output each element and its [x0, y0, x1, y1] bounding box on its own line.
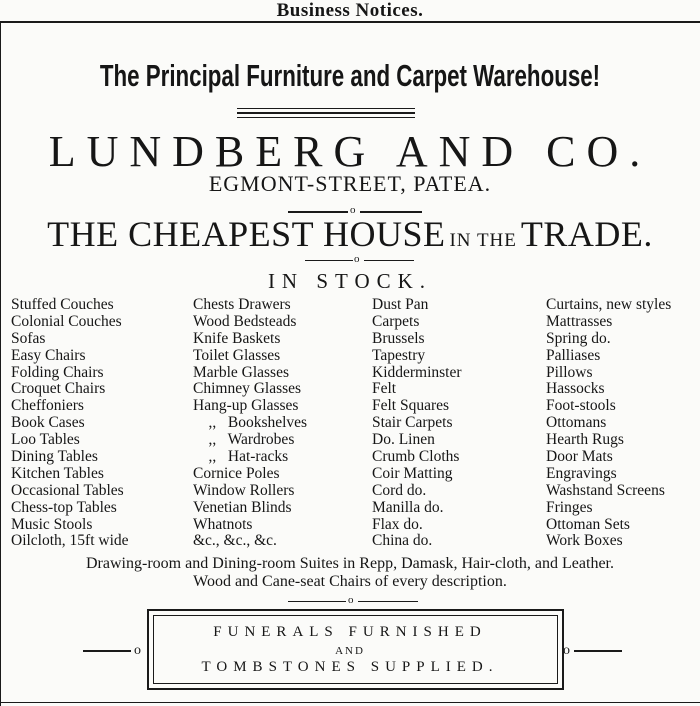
ornament-line-left: [288, 601, 346, 602]
stock-item: Ottomans: [546, 414, 607, 432]
stock-item: Cheffoniers: [11, 397, 84, 415]
ornament-circle: o: [563, 643, 570, 658]
ornament-circle: o: [350, 204, 356, 216]
stock-item: Coir Matting: [372, 464, 453, 482]
stock-item: Curtains, new styles: [546, 296, 672, 313]
stock-item: China do.: [372, 532, 433, 550]
stock-item: Loo Tables: [11, 431, 80, 449]
stock-item: Washstand Screens: [546, 481, 665, 499]
stock-item: Mattrasses: [546, 312, 613, 330]
stock-item: Oilcloth, 15ft wide: [11, 532, 129, 550]
stock-item: Occasional Tables: [11, 481, 124, 499]
and-text: AND: [335, 645, 365, 657]
title-rule-2: [237, 112, 415, 114]
stock-item: Carpets: [372, 312, 420, 330]
stock-item: Do. Linen: [372, 431, 435, 449]
top-rule: [0, 21, 700, 23]
stock-item: Folding Chairs: [11, 363, 104, 381]
stock-item: Sofas: [11, 329, 46, 347]
stock-item: Dining Tables: [11, 448, 98, 466]
company-address: EGMONT-STREET, PATEA.: [208, 171, 492, 196]
stock-column-4: [546, 297, 671, 550]
stock-item: Dust Pan: [372, 296, 429, 313]
left-border: [0, 21, 1, 706]
ornament-circle: o: [134, 643, 141, 658]
ornament-line-left: [305, 260, 353, 261]
stock-item: Work Boxes: [546, 532, 623, 550]
stock-item: Felt: [372, 380, 397, 398]
stock-item: &c., &c., &c.: [193, 532, 277, 550]
stock-item: Music Stools: [11, 515, 93, 533]
stock-item: Kitchen Tables: [11, 464, 104, 482]
stock-item: Venetian Blinds: [193, 498, 292, 516]
suites-line: Drawing-room and Dining-room Suites in Repp, Damask, Hair-cloth, and Leather.: [86, 555, 614, 572]
stock-item: Knife Baskets: [193, 329, 281, 347]
stock-item: Cornice Poles: [193, 464, 280, 482]
ornament-circle: o: [354, 253, 360, 265]
section-header: Business Notices.: [276, 0, 424, 21]
stock-item: Tapestry: [372, 346, 426, 364]
ornament-circle: o: [348, 594, 354, 606]
wood-chairs-line: Wood and Cane-seat Chairs of every description.: [193, 573, 507, 590]
stock-column-1: [11, 297, 129, 550]
stock-item: Window Rollers: [193, 481, 295, 499]
in-stock-heading: IN STOCK.: [267, 269, 433, 293]
stock-item: Spring do.: [546, 329, 611, 347]
stock-item: Toilet Glasses: [193, 346, 281, 364]
in-the-text: IN THE: [449, 230, 517, 251]
stock-item: Marble Glasses: [193, 363, 289, 381]
stock-item: Book Cases: [11, 414, 85, 432]
stock-item: Hassocks: [546, 380, 605, 398]
stock-item: Cord do.: [372, 481, 427, 499]
title-rule-3: [237, 117, 415, 118]
ornament-line-right: [358, 601, 418, 602]
stock-item: Flax do.: [372, 515, 423, 533]
advert-title: The Principal Furniture and Carpet Warehouse!: [99, 58, 601, 93]
stock-item: Stuffed Couches: [11, 296, 114, 313]
stock-item: Hearth Rugs: [546, 431, 624, 449]
stock-item: Door Mats: [546, 448, 613, 466]
stock-item: Engravings: [546, 464, 617, 482]
stock-column-3: [372, 297, 462, 550]
cheapest-house-line: [0, 213, 700, 255]
stock-item: Ottoman Sets: [546, 515, 630, 533]
stock-item: ,, Wardrobes: [193, 431, 295, 449]
stock-item: Hang-up Glasses: [193, 397, 299, 415]
stock-item: Palliases: [546, 346, 601, 364]
stock-item: ,, Hat-racks: [193, 448, 289, 466]
stock-item: Croquet Chairs: [11, 380, 106, 398]
stock-item: Pillows: [546, 363, 593, 381]
cheapest-house-text: THE CHEAPEST HOUSE: [47, 214, 446, 254]
stock-item: Crumb Cloths: [372, 448, 460, 466]
stock-item: Foot-stools: [546, 397, 616, 415]
funerals-furnished-text: FUNERALS FURNISHED: [213, 624, 487, 640]
stock-item: Whatnots: [193, 515, 253, 533]
stock-item: Manilla do.: [372, 498, 444, 516]
stock-item: Felt Squares: [372, 397, 450, 415]
stock-item: Chests Drawers: [193, 296, 291, 313]
stock-item: Brussels: [372, 329, 425, 347]
bottom-rule: [0, 702, 700, 703]
stock-item: Kidderminster: [372, 363, 462, 381]
stock-item: Wood Bedsteads: [193, 312, 297, 330]
stock-item: Chimney Glasses: [193, 380, 302, 398]
stock-column-2: [193, 297, 307, 550]
stock-item: Colonial Couches: [11, 312, 122, 330]
stock-item: Stair Carpets: [372, 414, 453, 432]
stock-item: Easy Chairs: [11, 346, 86, 364]
title-rule-1: [237, 108, 415, 109]
tombstones-supplied-text: TOMBSTONES SUPPLIED.: [201, 659, 499, 675]
company-name: LUNDBERG AND CO.: [48, 127, 652, 176]
trade-text: TRADE.: [520, 214, 653, 254]
stock-item: Fringes: [546, 498, 593, 516]
stock-item: ,, Bookshelves: [193, 414, 308, 432]
ornament-line-right: [364, 260, 414, 261]
stock-item: Chess-top Tables: [11, 498, 117, 516]
